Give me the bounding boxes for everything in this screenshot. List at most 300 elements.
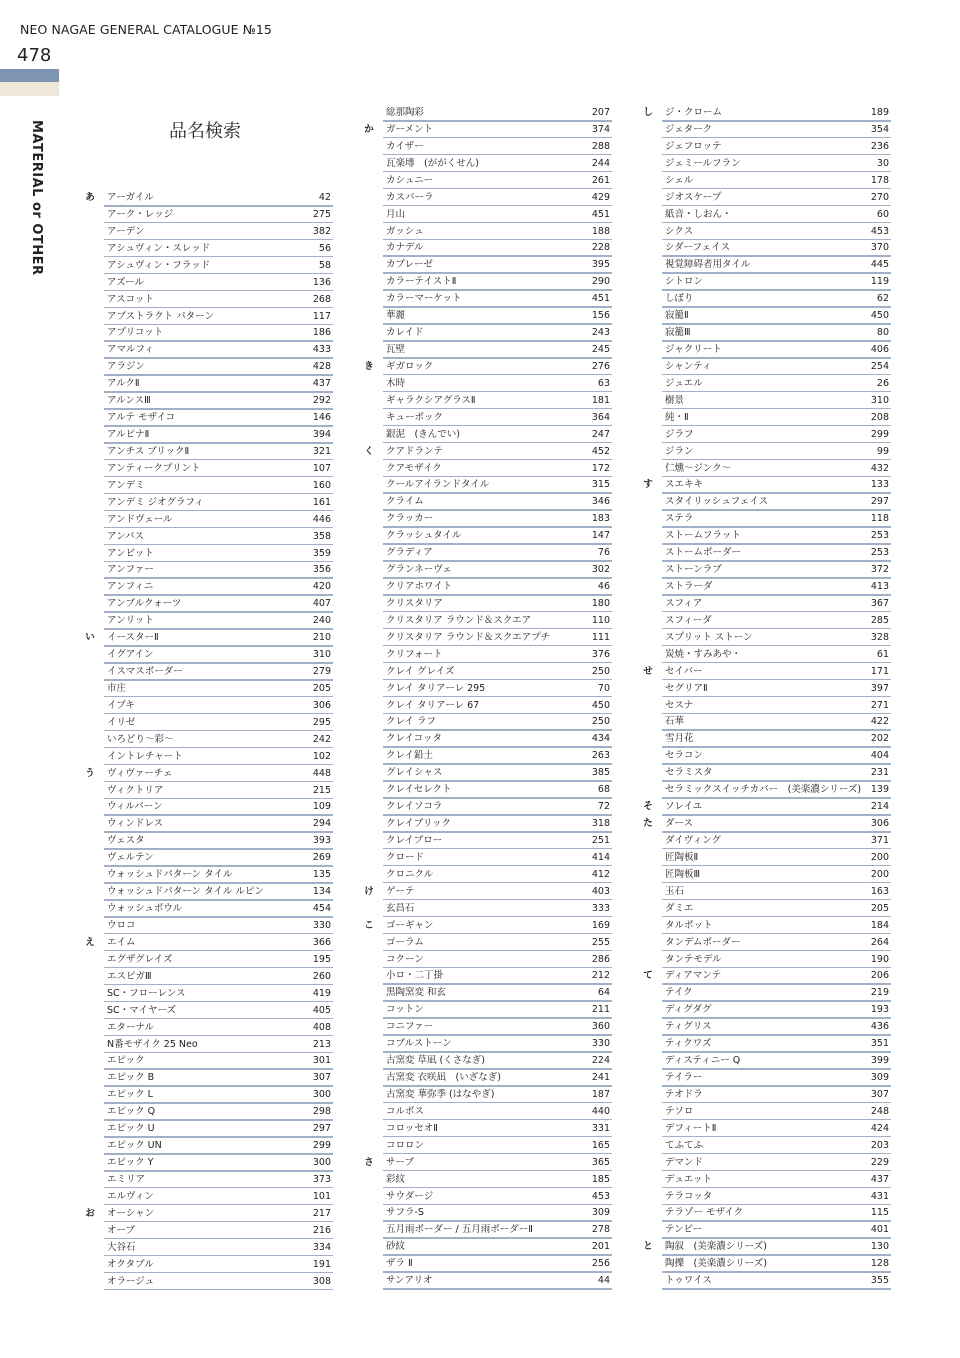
page-reference: 229 [870, 1156, 889, 1168]
page-reference: 306 [312, 699, 331, 711]
product-name: デフィートⅡ [665, 1122, 717, 1134]
page-reference: 193 [870, 1004, 889, 1016]
product-name: クラッシュタイル [386, 530, 462, 542]
product-name: トゥワイス [665, 1275, 712, 1287]
product-name: カスパーラ [386, 191, 434, 203]
page-reference: 183 [591, 513, 610, 525]
product-name: コロロン [386, 1139, 425, 1151]
product-name: シェル [665, 174, 694, 186]
page-reference: 242 [312, 733, 331, 745]
product-name: セスナ [665, 699, 694, 711]
product-name: アーガイル [107, 192, 154, 203]
page-reference: 309 [870, 1072, 889, 1083]
page-reference: 290 [591, 276, 610, 288]
product-name: イブキ [107, 699, 135, 711]
page-reference: 306 [870, 818, 889, 830]
product-name: ガーメント [386, 123, 434, 135]
product-name: 市庄 [107, 682, 127, 694]
product-name: スタイリッシュフェイス [665, 496, 769, 508]
page-reference: 308 [312, 1275, 331, 1287]
kana-group-marker: う [85, 767, 95, 779]
product-name: ウォッシュボウル [107, 903, 183, 915]
page-reference: 414 [591, 851, 610, 863]
product-name: 匠陶板Ⅱ [665, 851, 699, 863]
kana-group-marker: て [643, 970, 653, 982]
row-divider [662, 1288, 891, 1290]
product-name: クリスタリア ラウンド＆スクエアプチ [386, 631, 551, 643]
product-name: 寂籠Ⅲ [665, 327, 691, 339]
page-reference: 72 [597, 801, 610, 813]
page-reference: 321 [312, 445, 331, 457]
page-reference: 245 [591, 344, 610, 356]
product-name: 雪月花 [665, 733, 694, 745]
page-reference: 318 [591, 818, 610, 830]
product-name: コブルストーン [386, 1038, 452, 1050]
tab-bar-blue [0, 69, 59, 82]
product-name: ヴィヴァーチェ [107, 767, 173, 779]
product-name: カラーマーケット [386, 293, 462, 305]
page-reference: 201 [591, 1241, 610, 1253]
product-name: ストームボーダー [665, 547, 742, 559]
product-name: 大谷石 [107, 1241, 136, 1253]
product-name: オーブ [107, 1224, 136, 1236]
product-name: ジェミールフラン [665, 157, 741, 169]
product-name: ジオスケープ [665, 191, 722, 203]
page-reference: 110 [591, 614, 610, 626]
page-reference: 165 [591, 1139, 610, 1151]
page-reference: 56 [318, 242, 331, 254]
page-reference: 286 [591, 953, 610, 965]
page-reference: 420 [312, 581, 331, 593]
page-reference: 403 [591, 885, 610, 897]
product-name: 木時 [386, 377, 406, 389]
page-reference: 436 [870, 1021, 889, 1033]
page-reference: 406 [870, 344, 889, 356]
product-name: アンファー [107, 564, 154, 576]
product-name: アスコット [107, 293, 154, 305]
page-reference: 58 [318, 259, 331, 271]
product-name: アルンスⅢ [107, 395, 151, 407]
page-reference: 315 [591, 479, 610, 491]
product-name: アシュヴィン・スレッド [107, 242, 211, 254]
product-name: 総那陶彩 [386, 107, 425, 118]
product-name: てふてふ [665, 1139, 704, 1151]
page-reference: 240 [312, 615, 331, 627]
page-reference: 30 [876, 157, 889, 169]
page-reference: 422 [870, 716, 889, 728]
product-name: アズール [107, 276, 144, 288]
page-reference: 451 [591, 293, 610, 305]
page-reference: 295 [312, 716, 331, 728]
product-name: カレイド [386, 327, 424, 339]
product-name: アブストラクト パターン [107, 310, 214, 322]
product-name: ディグダグ [665, 1004, 712, 1016]
page-reference: 453 [870, 225, 889, 237]
page-reference: 253 [870, 547, 889, 559]
page-reference: 401 [870, 1224, 889, 1236]
page-reference: 42 [318, 192, 331, 203]
page-reference: 136 [312, 276, 331, 288]
page-reference: 207 [591, 107, 610, 118]
product-name: クリアホワイト [386, 581, 453, 593]
product-name: 玄昌石 [386, 902, 415, 914]
kana-group-marker: あ [85, 192, 95, 203]
product-name: クレイ グレイズ [386, 665, 455, 677]
product-name: キューボック [386, 411, 444, 423]
page-reference: 231 [870, 767, 889, 779]
product-name: テオドラ [665, 1088, 703, 1100]
page-reference: 404 [870, 750, 889, 762]
page-reference: 99 [876, 445, 889, 457]
page-reference: 424 [870, 1122, 889, 1134]
page-reference: 188 [591, 225, 610, 237]
product-name: ダイヴィング [665, 834, 722, 846]
product-name: ウロコ [107, 919, 136, 931]
page-reference: 372 [870, 564, 889, 576]
page-reference: 448 [312, 767, 331, 779]
page-reference: 118 [870, 513, 889, 525]
product-name: ゴーラム [386, 936, 424, 948]
product-name: グラディア [386, 547, 433, 559]
product-name: ディアマンテ [665, 970, 722, 982]
page-reference: 330 [312, 919, 331, 931]
page-reference: 80 [876, 327, 889, 339]
page-reference: 214 [870, 801, 889, 813]
page-reference: 434 [591, 733, 610, 745]
kana-group-marker: か [364, 123, 374, 135]
page-reference: 216 [312, 1224, 331, 1236]
product-name: ストーンラブ [665, 564, 722, 576]
page-reference: 300 [312, 1157, 331, 1168]
page-reference: 205 [870, 902, 889, 914]
product-name: グレイシャス [386, 767, 443, 779]
page-reference: 208 [870, 411, 889, 423]
kana-group-marker: け [364, 885, 374, 897]
product-name: アルクⅡ [107, 378, 140, 390]
page-reference: 261 [591, 174, 610, 186]
product-name: スフィア [665, 597, 703, 609]
page-reference: 195 [312, 953, 331, 965]
product-name: スエキキ [665, 479, 704, 491]
product-name: 月山 [386, 208, 406, 220]
product-name: カラーテイストⅡ [386, 276, 457, 288]
product-name: 古窯変 華弥季 (はなやぎ) [386, 1088, 495, 1100]
page-reference: 63 [597, 377, 610, 389]
page-reference: 307 [870, 1088, 889, 1100]
product-name: ウィンドレス [107, 818, 164, 830]
page-reference: 450 [591, 699, 610, 711]
kana-group-marker: い [85, 632, 95, 644]
product-name: ティクワズ [665, 1038, 712, 1050]
product-name: エグザグレイズ [107, 953, 173, 965]
product-name: デュエット [665, 1173, 713, 1185]
page-reference: 299 [312, 1140, 331, 1152]
product-name: アルピナⅡ [107, 429, 150, 441]
product-name: アマルフィ [107, 344, 154, 356]
product-name: ソレイユ [665, 801, 703, 813]
product-name: ディスティニー Q [665, 1055, 741, 1067]
kana-group-marker: す [643, 479, 653, 491]
page-reference: 382 [312, 225, 331, 237]
product-name: アンチス ブリックⅡ [107, 445, 190, 457]
product-name: 五月雨ボーダー / 五月雨ボーダーⅡ [386, 1224, 533, 1236]
page-reference: 446 [312, 513, 331, 525]
product-name: サウダージ [386, 1190, 434, 1202]
product-name: アンフィニ [107, 581, 154, 593]
product-name: エピック U [107, 1123, 155, 1135]
product-name: アンデミ ジオグラフィ [107, 496, 204, 508]
page-reference: 253 [870, 530, 889, 542]
product-name: タンデムボーダー [665, 936, 741, 948]
page-reference: 275 [312, 208, 331, 220]
page-reference: 285 [870, 614, 889, 626]
product-name: テイク [665, 987, 693, 999]
page-reference: 268 [312, 293, 331, 305]
kana-group-marker: く [364, 445, 374, 457]
page-reference: 428 [312, 361, 331, 373]
page-reference: 115 [870, 1207, 889, 1219]
page-reference: 437 [870, 1173, 889, 1185]
product-name: コニファー [386, 1021, 434, 1033]
product-name: エピック Y [107, 1157, 154, 1168]
page-reference: 331 [591, 1122, 610, 1134]
product-name: 古窯変 草凪 (くさなぎ) [386, 1055, 485, 1067]
page-reference: 213 [312, 1038, 331, 1050]
page-reference: 107 [312, 462, 331, 474]
page-reference: 244 [591, 157, 610, 169]
product-name: アラジン [107, 361, 145, 373]
product-name: クレイ タリアーレ 295 [386, 682, 486, 694]
page-reference: 373 [312, 1173, 331, 1185]
product-name: ザラ Ⅱ [386, 1258, 413, 1270]
page-reference: 301 [312, 1055, 331, 1067]
page-reference: 210 [312, 632, 331, 644]
page-reference: 300 [312, 1089, 331, 1101]
product-name: クアドランテ [386, 445, 444, 457]
page-reference: 419 [312, 987, 331, 999]
page-reference: 393 [312, 835, 331, 847]
page-reference: 451 [591, 208, 610, 220]
page-reference: 310 [870, 394, 889, 406]
product-name: しぼり [665, 293, 694, 305]
product-name: 炭焼・すみあや・ [665, 648, 742, 660]
page-reference: 146 [312, 412, 331, 424]
page-reference: 101 [312, 1190, 331, 1202]
page-reference: 224 [591, 1055, 610, 1067]
product-name: ジュエル [665, 377, 703, 389]
product-name: シャンティ [665, 360, 712, 372]
page-reference: 203 [870, 1139, 889, 1151]
page-reference: 433 [312, 344, 331, 356]
page-reference: 397 [870, 682, 889, 694]
product-name: ヴェルテン [107, 852, 154, 864]
product-name: コルボス [386, 1105, 425, 1117]
product-name: アルテ モザイコ [107, 412, 176, 424]
page-reference: 109 [312, 801, 331, 813]
product-name: クラッカー [386, 513, 434, 525]
product-name: ステラ [665, 513, 694, 525]
page-reference: 263 [591, 750, 610, 762]
page-reference: 453 [591, 1190, 610, 1202]
product-name: アンリット [107, 615, 154, 627]
page-reference: 139 [870, 784, 889, 796]
kana-group-marker: き [364, 360, 374, 372]
page-reference: 102 [312, 750, 331, 762]
product-name: スフィーダ [665, 614, 712, 626]
page-reference: 394 [312, 429, 331, 441]
page-reference: 191 [312, 1258, 331, 1270]
page-reference: 70 [597, 682, 610, 694]
product-name: エピック [107, 1055, 145, 1067]
product-name: ウィルバーン [107, 801, 163, 813]
product-name: テラコッタ [665, 1190, 713, 1202]
product-name: ギガロック [386, 360, 434, 372]
product-name: エターナル [107, 1021, 155, 1033]
page-reference: 46 [597, 581, 610, 593]
product-name: アーク・レッジ [107, 208, 174, 220]
product-name: イグアイン [107, 649, 154, 661]
page-reference: 117 [312, 310, 331, 322]
page-reference: 431 [870, 1190, 889, 1202]
product-name: グランネーヴェ [386, 564, 452, 576]
page-reference: 243 [591, 327, 610, 339]
page-reference: 454 [312, 903, 331, 915]
kana-group-marker: し [643, 107, 653, 118]
kana-group-marker: た [643, 818, 653, 830]
page-reference: 292 [312, 395, 331, 407]
product-name: 砂紋 [386, 1241, 406, 1253]
product-name: ストラーダ [665, 581, 713, 593]
product-name: ストームフラット [665, 530, 741, 542]
product-name: サーブ [386, 1156, 415, 1168]
page-reference: 374 [591, 123, 610, 135]
page-reference: 160 [312, 479, 331, 491]
product-name: スプリット ストーン [665, 631, 753, 643]
page-reference: 180 [591, 597, 610, 609]
page-reference: 360 [591, 1021, 610, 1033]
kana-group-marker: と [643, 1241, 653, 1253]
catalogue-title: NEO NAGAE GENERAL CATALOGUE №15 [20, 22, 272, 37]
product-name: 純・Ⅱ [665, 411, 689, 423]
product-name: SC・マイヤーズ [107, 1004, 176, 1016]
product-name: クレイブリック [386, 818, 451, 830]
product-name: イントレチャート [107, 750, 183, 762]
page-reference: 407 [312, 598, 331, 610]
kana-group-marker: そ [643, 801, 653, 813]
product-name: オーシャン [107, 1207, 155, 1219]
page-reference: 405 [312, 1004, 331, 1016]
product-name: クールアイランドタイル [386, 479, 490, 491]
page-reference: 330 [591, 1038, 610, 1050]
product-name: 古窯変 衣咲凪 (いざなぎ) [386, 1072, 501, 1083]
product-name: いろどり～彩～ [107, 733, 174, 745]
page-reference: 371 [870, 834, 889, 846]
product-name: 華麗 [386, 310, 406, 322]
product-name: アンティークプリント [107, 462, 201, 474]
page-reference: 62 [876, 293, 889, 305]
page-reference: 251 [591, 834, 610, 846]
product-name: エミリア [107, 1173, 146, 1185]
product-name: コクーン [386, 953, 424, 965]
page-reference: 437 [312, 378, 331, 390]
page-reference: 354 [870, 123, 889, 135]
page-reference: 279 [312, 666, 331, 678]
page-reference: 366 [312, 936, 331, 948]
page-reference: 200 [870, 868, 889, 880]
product-name: シダーフェイス [665, 242, 731, 254]
product-name: アンブルクォーツ [107, 598, 182, 610]
product-name: エピック UN [107, 1140, 162, 1152]
product-name: カイザー [386, 140, 424, 152]
product-name: クレイソコラ [386, 801, 443, 813]
product-name: ダミエ [665, 902, 694, 914]
product-name: サンアリオ [386, 1275, 433, 1287]
product-name: コロッセオⅡ [386, 1122, 438, 1134]
product-name: 陶叙 (美楽濃シリーズ) [665, 1241, 767, 1253]
page-reference: 135 [312, 869, 331, 881]
page-reference: 68 [597, 784, 610, 796]
product-name: エスピガⅢ [107, 970, 152, 982]
product-name: カシュニー [386, 174, 434, 186]
page-reference: 202 [870, 733, 889, 745]
page-reference: 365 [591, 1156, 610, 1168]
product-name: クレイ ラフ [386, 716, 437, 728]
page-reference: 185 [591, 1173, 610, 1185]
page-reference: 255 [591, 936, 610, 948]
product-name: ギャラクシアグラスⅡ [386, 394, 476, 406]
page-reference: 169 [591, 919, 610, 931]
product-name: テラゾー モザイク [665, 1207, 744, 1219]
page-reference: 271 [870, 699, 889, 711]
page-reference: 309 [591, 1207, 610, 1219]
page-reference: 370 [870, 242, 889, 254]
tab-bar-cream [0, 82, 59, 96]
page-reference: 440 [591, 1105, 610, 1117]
page-reference: 250 [591, 716, 610, 728]
page-reference: 333 [591, 902, 610, 914]
page-reference: 211 [591, 1004, 610, 1016]
page-reference: 172 [591, 462, 610, 474]
product-name: 彩紋 [386, 1173, 406, 1185]
page-reference: 61 [876, 648, 889, 660]
product-name: エピック L [107, 1089, 153, 1101]
page-reference: 187 [591, 1088, 610, 1100]
page-reference: 412 [591, 868, 610, 880]
page-number: 478 [17, 45, 52, 66]
row-divider [383, 1288, 612, 1290]
product-name: エルヴィン [107, 1190, 154, 1202]
page-reference: 60 [876, 208, 889, 220]
product-name: ガッシュ [386, 225, 424, 237]
product-name: クロニクル [386, 868, 434, 880]
page-reference: 156 [591, 310, 610, 322]
product-name: クレイ タリアーレ 67 [386, 699, 480, 711]
product-name: 瓦壁 [386, 344, 406, 356]
product-name: オラージュ [107, 1275, 155, 1287]
product-name: アンバス [107, 530, 144, 542]
product-name: アプリコット [107, 327, 164, 339]
page-reference: 134 [312, 886, 331, 898]
product-name: クレイブロー [386, 834, 443, 846]
page-reference: 450 [870, 310, 889, 322]
page-reference: 130 [870, 1241, 889, 1253]
side-section-label: MATERIAL or OTHER [29, 120, 44, 276]
product-name: ウォッシュドパターン タイル ルピン [107, 886, 264, 898]
product-name: アンドヴェール [107, 513, 173, 525]
page-reference: 248 [870, 1105, 889, 1117]
page-reference: 385 [591, 767, 610, 779]
page-reference: 334 [312, 1241, 331, 1253]
